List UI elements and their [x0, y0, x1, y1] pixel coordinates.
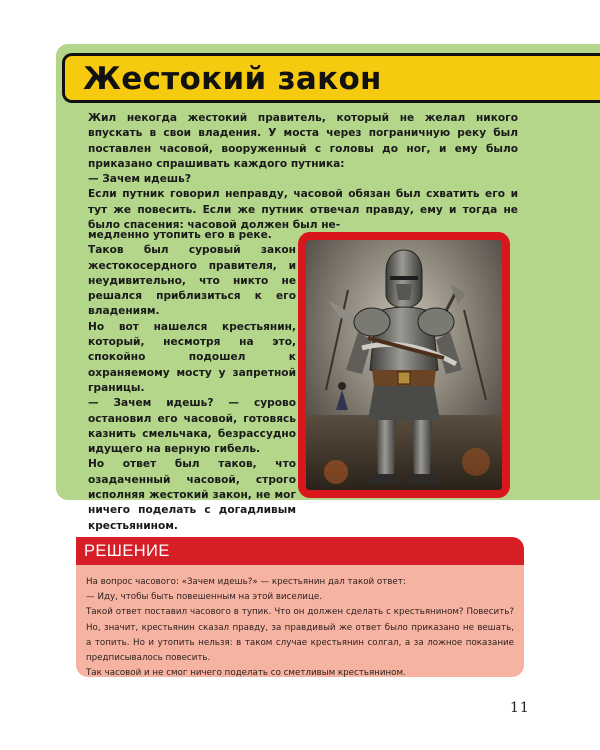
- story-paragraph-top: Жил некогда жестокий правитель, который не желал никого впускать в свои владения. У моста через пограничную реку был поставлен часовой, вооруженный с головы до ног, и ему было приказано спрашивать каждого путника: — Зачем идешь? Если путник говорил неправду, часовой обязан был схватить его и тут же повесить. Если же путник отвечал правду, ему и тогда не было спасения: часовой должен был не-: [88, 112, 518, 232]
- solution-header: [76, 537, 524, 565]
- story-paragraph-left: медленно утопить его в реке. Таков был суровый закон жестокосердного правителя, и неудивительно, что никто не решался приблизиться к его владениям. Но вот нашелся крестьянин, который, несмотря на это, спокойно подошел к охраняемому мосту у запретной границы. — Зачем идешь? — сурово остановил его часовой, готовясь казнить смельчака, безрассудно идущего на верную гибель. Но ответ был таков, что озадаченный часовой, строго исполняя жестокий закон, не мог ничего поделать с догадливым крестьянином.: [88, 229, 296, 532]
- solution-text: На вопрос часового: «Зачем идешь?» — крестьянин дал такой ответ: — Иду, чтобы быть повешенным на этой виселице. Такой ответ поставил часового в тупик. Что он должен сделать с крестьянином? Повесить? Но, значит, крестьянин сказал правду, за правдивый же ответ было приказано не вешать, а топить. Но и утопить нельзя: в таком случае крестьянин солгал, а за ложное показание предписывалось повесить. Так часовой и не смог ничего поделать со сметливым крестьянином.: [86, 577, 514, 679]
- page-number: 11: [510, 700, 530, 716]
- illustration-frame: [298, 232, 510, 498]
- knight-illustration: [306, 240, 502, 490]
- solution-box: [76, 565, 524, 677]
- page-title: Жестокий закон: [83, 61, 382, 97]
- solution-heading: РЕШЕНИЕ: [84, 542, 170, 560]
- title-banner: [62, 53, 600, 103]
